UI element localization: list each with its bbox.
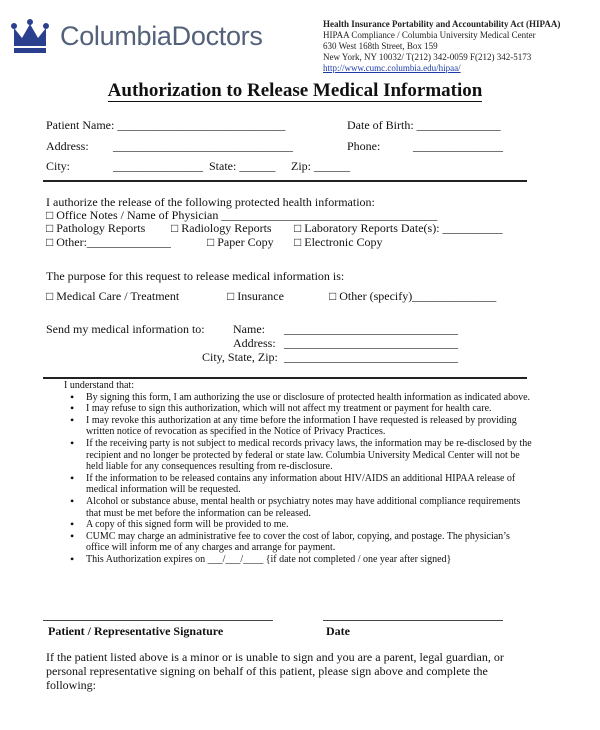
state-field[interactable]: State: ______ [209, 159, 276, 173]
zip-field[interactable]: Zip: ______ [291, 159, 350, 173]
signature-label: Patient / Representative Signature [48, 624, 224, 638]
address-field[interactable]: ______________________________ [113, 139, 293, 153]
recipient-address-label: Address: [233, 336, 276, 350]
recipient-city-label: City, State, Zip: [202, 350, 278, 364]
office-notes-checkbox[interactable]: □ Office Notes / Name of Physician ____________________________________ [46, 208, 438, 222]
release-intro: I authorize the release of the following protected health information: [46, 195, 375, 209]
address-label: Address: [46, 139, 89, 153]
phone-field[interactable]: _______________ [413, 139, 503, 153]
list-item: • CUMC may charge an administrative fee to cover the cost of labor, copying, and postage. The physician’s office will inform me of any charges and arrange for payment. [86, 531, 532, 554]
list-item: • This Authorization expires on ___/___/____ {if date not completed / one year after signed} [86, 554, 532, 566]
electronic-copy-checkbox[interactable]: □ Electronic Copy [294, 235, 383, 249]
header-info [323, 19, 560, 74]
dob-field[interactable]: Date of Birth: ______________ [347, 118, 501, 132]
recipient-city-field[interactable]: _____________________________ [284, 350, 458, 364]
acknowledgement-intro: I understand that: [64, 380, 134, 391]
medical-care-checkbox[interactable]: □ Medical Care / Treatment [46, 289, 180, 303]
city-phone-line: New York, NY 10032/ T(212) 342-0059 F(212) 342-5173 [323, 52, 532, 62]
paper-copy-checkbox[interactable]: □ Paper Copy [207, 235, 274, 249]
radiology-checkbox[interactable]: □ Radiology Reports [171, 221, 272, 235]
list-item: • A copy of this signed form will be provided to me. [86, 519, 532, 531]
purpose-intro: The purpose for this request to release medical information is: [46, 269, 345, 283]
acknowledgement-list [62, 380, 532, 566]
phone-label: Phone: [347, 139, 381, 153]
pathology-checkbox[interactable]: □ Pathology Reports [46, 221, 146, 235]
date-label: Date [326, 624, 350, 638]
send-to-label: Send my medical information to: [46, 322, 205, 336]
section-divider-2 [43, 377, 527, 379]
website-link[interactable]: http://www.cumc.columbia.edu/hipaa/ [323, 63, 461, 73]
hipaa-title: Health Insurance Portability and Accountability Act (HIPAA) [323, 19, 561, 29]
list-item: • By signing this form, I am authorizing the use or disclosure of protected health information as indicated above. [86, 392, 532, 404]
page-title: Authorization to Release Medical Information [107, 80, 483, 101]
section-divider [43, 180, 527, 182]
city-field[interactable]: _______________ [113, 159, 203, 173]
list-item: • I may refuse to sign this authorization, which will not affect my treatment or payment for health care. [86, 403, 532, 415]
brand-name: ColumbiaDoctors [60, 20, 263, 51]
logo [10, 16, 263, 56]
city-label: City: [46, 159, 71, 173]
list-item: • If the information to be released contains any information about HIV/AIDS an additional HIPAA release of medical information will be requested. [86, 473, 532, 496]
purpose-other-checkbox[interactable]: □ Other (specify)______________ [329, 289, 497, 303]
other-checkbox[interactable]: □ Other:______________ [46, 235, 171, 249]
insurance-checkbox[interactable]: □ Insurance [227, 289, 284, 303]
list-item: • Alcohol or substance abuse, mental health or psychiatry notes may have additional compliance requirements that must be met before the information can be released. [86, 496, 532, 519]
compliance-line: HIPAA Compliance / Columbia University Medical Center [323, 30, 536, 40]
crown-icon [10, 16, 50, 56]
footer-note: If the patient listed above is a minor or is unable to sign and you are a parent, legal guardian, or personal representative signing on behalf of this patient, please sign above and complete the following: [46, 650, 504, 692]
list-item: • If the receiving party is not subject to medical records privacy laws, the information may be re-disclosed by the recipient and no longer be protected by federal or state law. Columbia University Medical Center will not be held liable for any consequences resulting from re-disclosure. [86, 438, 532, 473]
recipient-name-label: Name: [233, 322, 265, 336]
signature-line[interactable] [43, 620, 273, 621]
patient-name-field[interactable]: Patient Name: ____________________________ [46, 118, 286, 132]
recipient-name-field[interactable]: _____________________________ [284, 322, 458, 336]
list-item: • I may revoke this authorization at any time before the information I have requested is released by providing written notice of revocation as specified in the Notice of Privacy Practices. [86, 415, 532, 438]
date-line[interactable] [323, 620, 503, 621]
laboratory-checkbox[interactable]: □ Laboratory Reports Date(s): __________ [294, 221, 503, 235]
address-line: 630 West 168th Street, Box 159 [323, 41, 438, 51]
recipient-address-field[interactable]: _____________________________ [284, 336, 458, 350]
